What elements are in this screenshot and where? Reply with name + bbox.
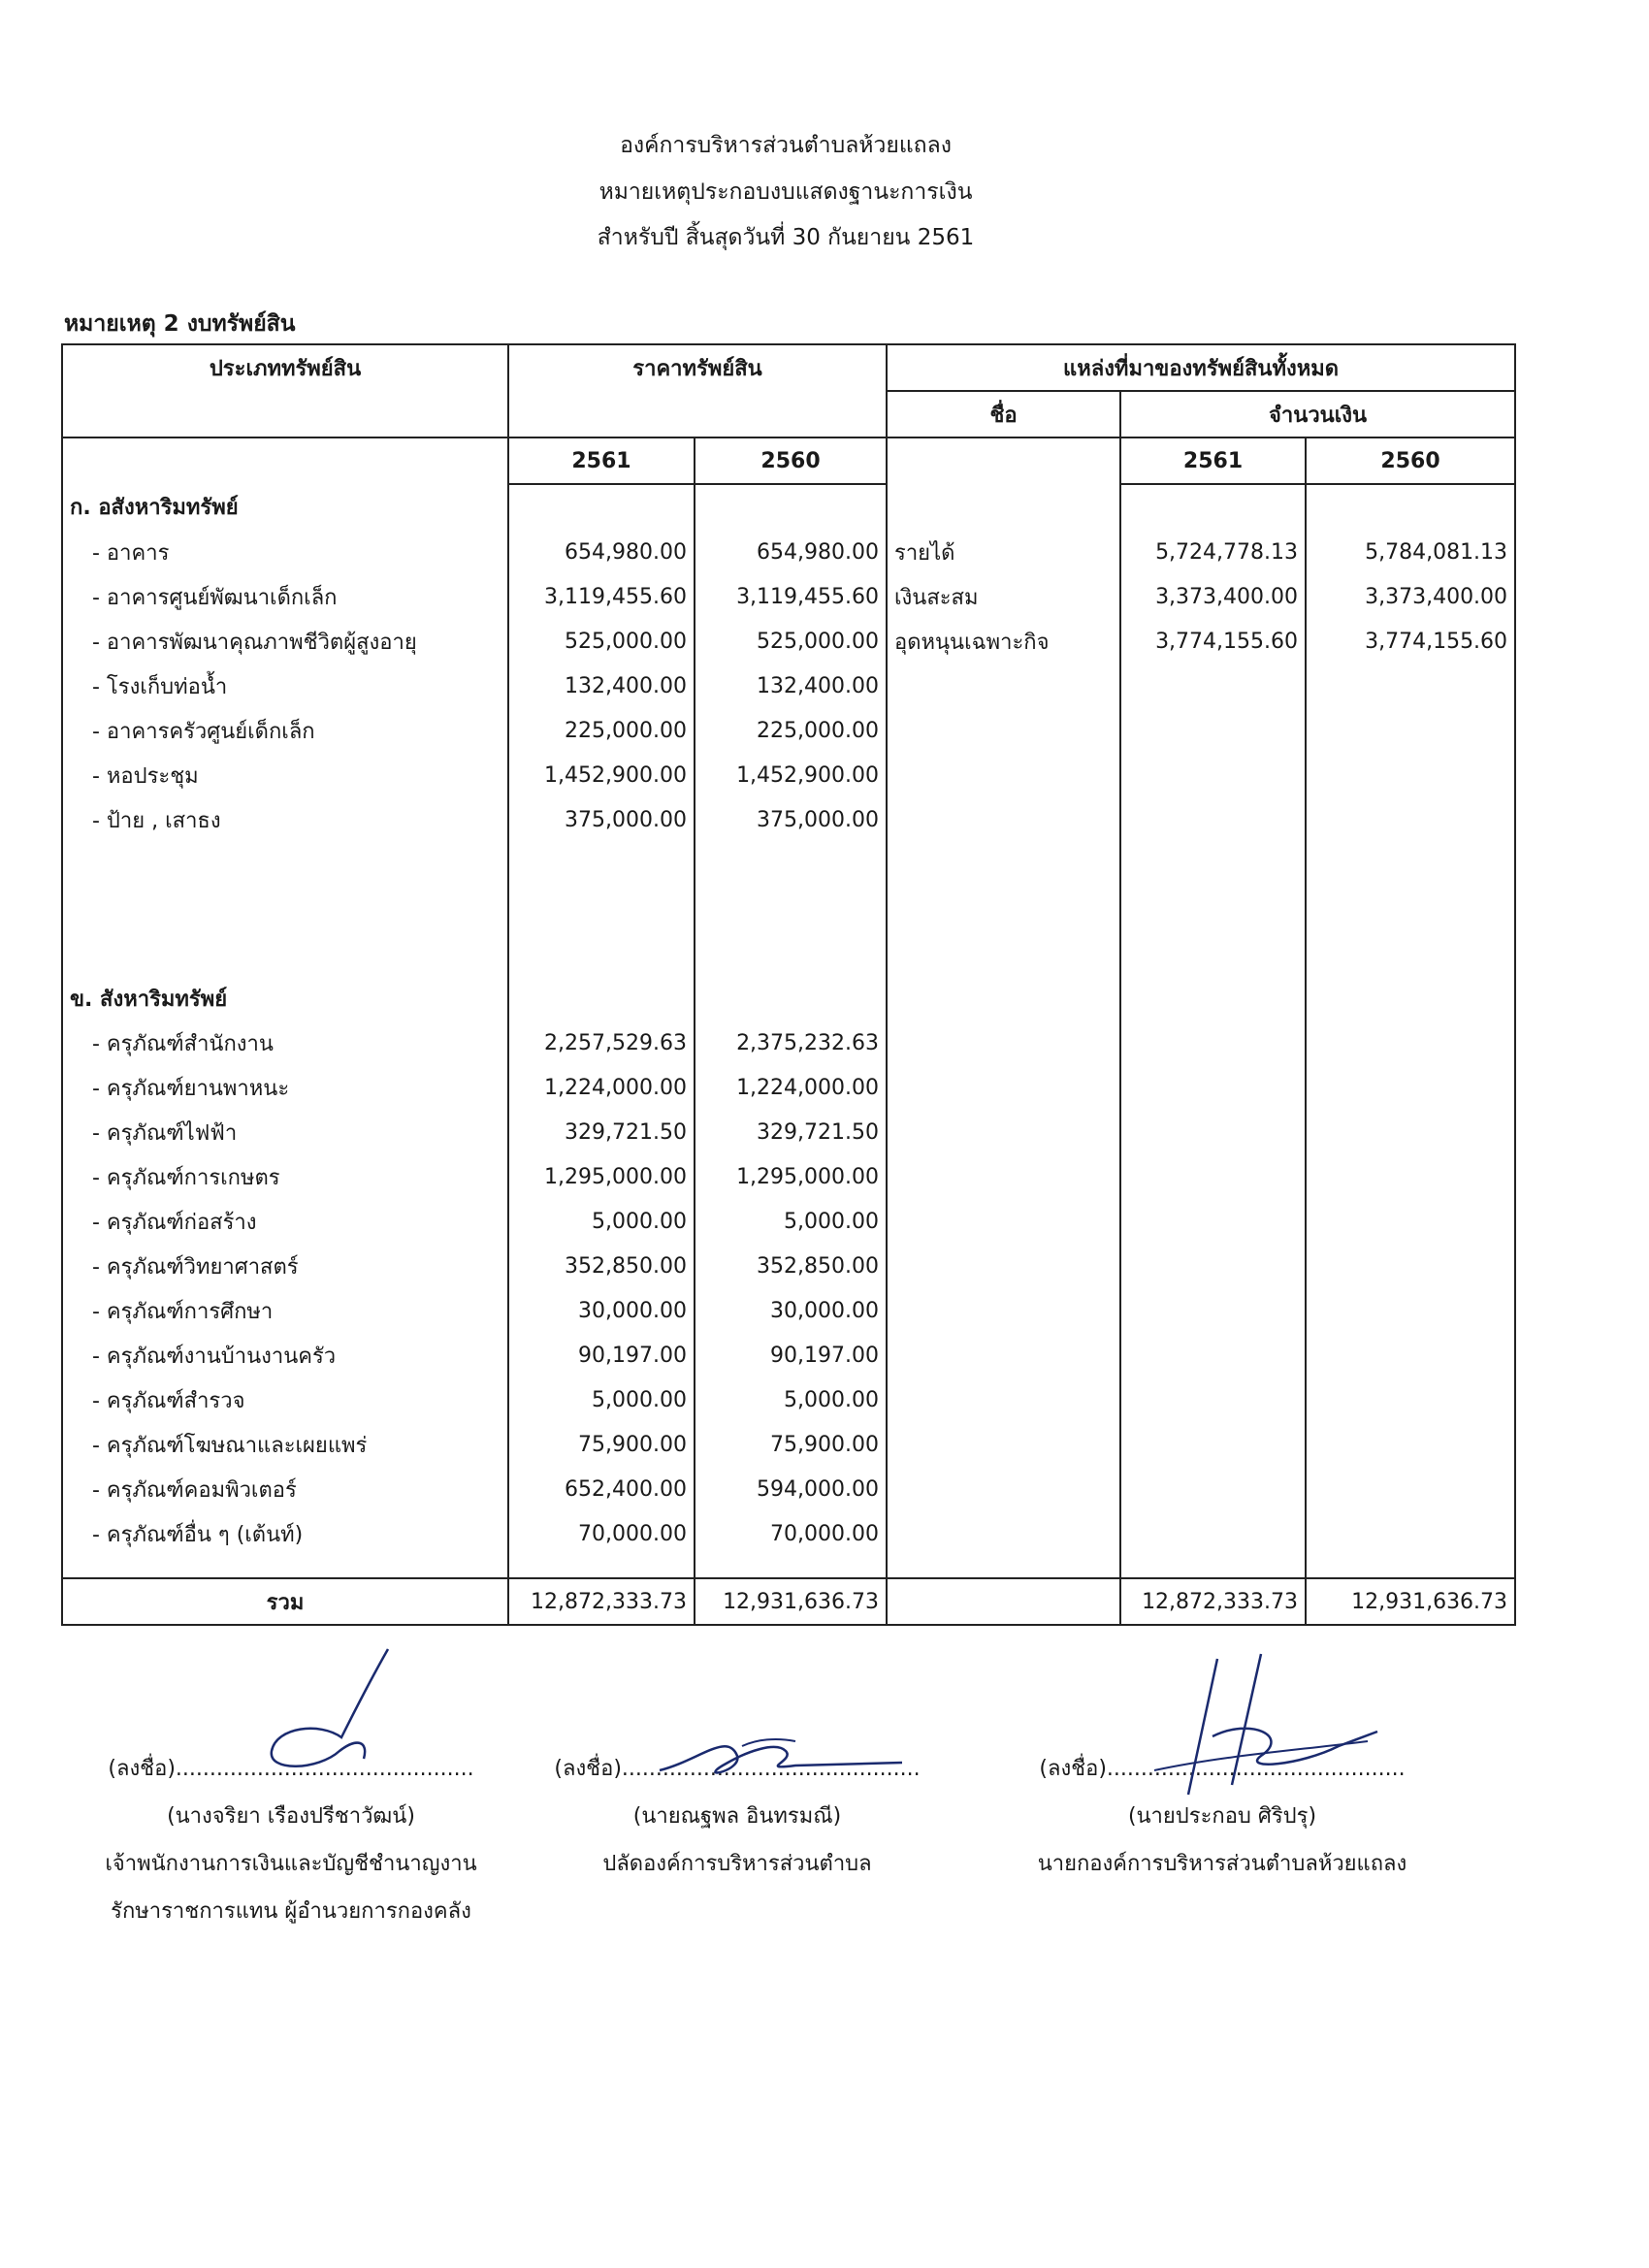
asset-name: - ครุภัณฑ์ยานพาหนะ — [62, 1065, 508, 1110]
value-2561: 90,197.00 — [508, 1333, 695, 1377]
value-2561: 3,119,455.60 — [508, 574, 695, 619]
year-2561-amount: 2561 — [1120, 437, 1306, 484]
value-2561: 1,295,000.00 — [508, 1154, 695, 1199]
source-2560: 3,373,400.00 — [1306, 574, 1515, 619]
table-cell — [887, 1333, 1120, 1377]
value-2560: 225,000.00 — [695, 708, 887, 753]
sign-line: (ลงชื่อ)............................................ — [554, 1757, 921, 1781]
value-2560: 30,000.00 — [695, 1288, 887, 1333]
asset-name: - ครุภัณฑ์วิทยาศาสตร์ — [62, 1244, 508, 1288]
value-2560: 90,197.00 — [695, 1333, 887, 1377]
asset-name: - โรงเก็บท่อน้ำ — [62, 664, 508, 708]
period-line: สำหรับปี สิ้นสุดวันที่ 30 กันยายน 2561 — [597, 225, 975, 250]
table-cell — [1306, 1511, 1515, 1556]
source-name: อุดหนุนเฉพาะกิจ — [887, 619, 1120, 664]
year-2560-amount: 2560 — [1306, 437, 1515, 484]
section-row — [62, 976, 1515, 1021]
signer-name: (นายณฐพล อินทรมณี) — [632, 1804, 842, 1829]
table-cell — [1306, 842, 1515, 976]
table-cell — [887, 1511, 1120, 1556]
table-cell — [508, 842, 695, 976]
source-2561: 3,373,400.00 — [1120, 574, 1306, 619]
table-cell — [887, 1377, 1120, 1422]
section-row — [62, 484, 1515, 530]
source-2561 — [1120, 753, 1306, 797]
table-cell — [1306, 1199, 1515, 1244]
table-cell — [887, 842, 1120, 976]
col-header-price: ราคาทรัพย์สิน — [508, 344, 887, 391]
value-2560: 3,119,455.60 — [695, 574, 887, 619]
table-cell — [887, 1110, 1120, 1154]
value-2561: 1,452,900.00 — [508, 753, 695, 797]
table-cell — [508, 976, 695, 1021]
table-row — [62, 1467, 1515, 1511]
asset-name: - ครุภัณฑ์ก่อสร้าง — [62, 1199, 508, 1244]
value-2561: 654,980.00 — [508, 530, 695, 574]
total-label: รวม — [62, 1578, 508, 1625]
handwritten-signature-2 — [640, 1712, 912, 1799]
table-cell — [1120, 1154, 1306, 1199]
source-2561: 3,774,155.60 — [1120, 619, 1306, 664]
table-cell — [887, 1556, 1120, 1578]
asset-name: - ครุภัณฑ์สำรวจ — [62, 1377, 508, 1422]
table-cell — [1306, 1065, 1515, 1110]
table-cell — [887, 1467, 1120, 1511]
table-row — [62, 1244, 1515, 1288]
value-2560: 75,900.00 — [695, 1422, 887, 1467]
table-row — [62, 530, 1515, 574]
value-2561: 352,850.00 — [508, 1244, 695, 1288]
table-row — [62, 1021, 1515, 1065]
value-2560: 654,980.00 — [695, 530, 887, 574]
table-cell — [1306, 976, 1515, 1021]
asset-name: - ครุภัณฑ์สำนักงาน — [62, 1021, 508, 1065]
asset-name: - ครุภัณฑ์อื่น ๆ (เต้นท์) — [62, 1511, 508, 1556]
col-header-source: แหล่งที่มาของทรัพย์สินทั้งหมด — [887, 344, 1515, 391]
source-2560 — [1306, 708, 1515, 753]
value-2561: 1,224,000.00 — [508, 1065, 695, 1110]
source-name: รายได้ — [887, 530, 1120, 574]
asset-name: - ครุภัณฑ์การเกษตร — [62, 1154, 508, 1199]
table-cell — [887, 1154, 1120, 1199]
table-cell — [695, 484, 887, 530]
source-2561: 5,724,778.13 — [1120, 530, 1306, 574]
table-cell — [1306, 1377, 1515, 1422]
asset-name: - ครุภัณฑ์โฆษณาและเผยแพร่ — [62, 1422, 508, 1467]
value-2560: 1,452,900.00 — [695, 753, 887, 797]
table-row — [62, 1511, 1515, 1556]
total-2561: 12,872,333.73 — [508, 1578, 695, 1625]
value-2560: 375,000.00 — [695, 797, 887, 842]
asset-name: - อาคารครัวศูนย์เด็กเล็ก — [62, 708, 508, 753]
table-cell — [62, 1556, 508, 1578]
value-2560: 329,721.50 — [695, 1110, 887, 1154]
table-cell — [887, 1578, 1120, 1625]
value-2560: 1,295,000.00 — [695, 1154, 887, 1199]
table-cell — [1306, 1110, 1515, 1154]
year-2560-price: 2560 — [695, 437, 887, 484]
table-cell — [1306, 1288, 1515, 1333]
signer-name: (นางจริยา เรืองปรีชาวัฒน์) — [167, 1804, 415, 1829]
table-cell — [1120, 1199, 1306, 1244]
handwritten-signature-1 — [233, 1644, 427, 1790]
table-cell — [1120, 1467, 1306, 1511]
value-2560: 132,400.00 — [695, 664, 887, 708]
table-row — [62, 797, 1515, 842]
value-2561: 5,000.00 — [508, 1377, 695, 1422]
table-row — [62, 753, 1515, 797]
table-cell — [887, 1021, 1120, 1065]
source-2560 — [1306, 664, 1515, 708]
table-cell — [887, 484, 1120, 530]
signer-position: นายกองค์การบริหารส่วนตำบลห้วยแถลง — [1037, 1852, 1407, 1876]
signer-position-2: รักษาราชการแทน ผู้อำนวยการกองคลัง — [111, 1899, 471, 1924]
signer-position: ปลัดองค์การบริหารส่วนตำบล — [602, 1852, 872, 1876]
table-cell — [1120, 1065, 1306, 1110]
table-cell — [508, 1556, 695, 1578]
value-2561: 375,000.00 — [508, 797, 695, 842]
table-cell — [887, 1422, 1120, 1467]
source-name — [887, 753, 1120, 797]
value-2560: 5,000.00 — [695, 1377, 887, 1422]
source-2560 — [1306, 797, 1515, 842]
table-cell — [1306, 484, 1515, 530]
asset-name: - อาคาร — [62, 530, 508, 574]
table-row — [62, 1065, 1515, 1110]
table-cell — [1120, 1244, 1306, 1288]
table-cell — [1306, 1244, 1515, 1288]
value-2561: 75,900.00 — [508, 1422, 695, 1467]
table-cell — [1306, 1333, 1515, 1377]
value-2561: 5,000.00 — [508, 1199, 695, 1244]
table-cell — [1120, 1511, 1306, 1556]
table-cell — [887, 1065, 1120, 1110]
table-cell — [1306, 1556, 1515, 1578]
value-2560: 70,000.00 — [695, 1511, 887, 1556]
table-cell — [1120, 1288, 1306, 1333]
table-row — [62, 619, 1515, 664]
table-cell — [1306, 1467, 1515, 1511]
source-2561 — [1120, 797, 1306, 842]
table-cell — [1120, 1422, 1306, 1467]
asset-name: - อาคารพัฒนาคุณภาพชีวิตผู้สูงอายุ — [62, 619, 508, 664]
value-2560: 594,000.00 — [695, 1467, 887, 1511]
spacer-row — [62, 842, 1515, 976]
value-2561: 329,721.50 — [508, 1110, 695, 1154]
total-2560: 12,931,636.73 — [695, 1578, 887, 1625]
table-cell — [1120, 1377, 1306, 1422]
table-cell — [1306, 1422, 1515, 1467]
table-cell — [1306, 1154, 1515, 1199]
table-cell — [887, 1199, 1120, 1244]
asset-name: - ครุภัณฑ์งานบ้านงานครัว — [62, 1333, 508, 1377]
section-heading: ข. สังหาริมทรัพย์ — [62, 976, 508, 1021]
table-cell — [1120, 976, 1306, 1021]
total-source-2561: 12,872,333.73 — [1120, 1578, 1306, 1625]
org-name: องค์การบริหารส่วนตำบลห้วยแถลง — [620, 133, 952, 158]
sign-line: (ลงชื่อ)............................................ — [1039, 1757, 1406, 1781]
source-name — [887, 708, 1120, 753]
table-row — [62, 574, 1515, 619]
asset-table — [61, 343, 1516, 1626]
value-2561: 652,400.00 — [508, 1467, 695, 1511]
asset-name: - ครุภัณฑ์การศึกษา — [62, 1288, 508, 1333]
table-row — [62, 1377, 1515, 1422]
year-2561-price: 2561 — [508, 437, 695, 484]
table-row — [62, 664, 1515, 708]
table-cell — [1120, 1021, 1306, 1065]
table-cell — [1306, 1021, 1515, 1065]
section-heading: ก. อสังหาริมทรัพย์ — [62, 484, 508, 530]
table-row — [62, 1288, 1515, 1333]
value-2560: 5,000.00 — [695, 1199, 887, 1244]
source-name — [887, 797, 1120, 842]
spacer-row — [62, 1556, 1515, 1578]
value-2560: 2,375,232.63 — [695, 1021, 887, 1065]
table-row — [62, 1333, 1515, 1377]
note-title: หมายเหตุ 2 งบทรัพย์สิน — [64, 311, 296, 337]
source-name — [887, 664, 1120, 708]
handwritten-signature-3 — [1145, 1649, 1397, 1814]
table-cell — [1120, 1333, 1306, 1377]
table-cell — [887, 976, 1120, 1021]
table-cell — [887, 1244, 1120, 1288]
total-source-2560: 12,931,636.73 — [1306, 1578, 1515, 1625]
table-cell — [508, 484, 695, 530]
value-2560: 352,850.00 — [695, 1244, 887, 1288]
signer-name: (นายประกอบ ศิริปรุ) — [1127, 1804, 1317, 1829]
document-title: หมายเหตุประกอบงบแสดงฐานะการเงิน — [598, 179, 973, 205]
value-2561: 30,000.00 — [508, 1288, 695, 1333]
sign-line: (ลงชื่อ)............................................ — [108, 1757, 474, 1781]
source-2561 — [1120, 708, 1306, 753]
source-2560: 5,784,081.13 — [1306, 530, 1515, 574]
table-cell — [695, 842, 887, 976]
table-cell — [1120, 1110, 1306, 1154]
table-row — [62, 1199, 1515, 1244]
total-row — [62, 1578, 1515, 1625]
source-name: เงินสะสม — [887, 574, 1120, 619]
source-2560: 3,774,155.60 — [1306, 619, 1515, 664]
table-row — [62, 1110, 1515, 1154]
table-row — [62, 708, 1515, 753]
source-2560 — [1306, 753, 1515, 797]
value-2561: 70,000.00 — [508, 1511, 695, 1556]
table-cell — [887, 1288, 1120, 1333]
table-cell — [1120, 842, 1306, 976]
asset-name: - ครุภัณฑ์คอมพิวเตอร์ — [62, 1467, 508, 1511]
source-2561 — [1120, 664, 1306, 708]
table-row — [62, 1154, 1515, 1199]
col-header-type: ประเภททรัพย์สิน — [62, 344, 508, 391]
asset-name: - อาคารศูนย์พัฒนาเด็กเล็ก — [62, 574, 508, 619]
value-2560: 1,224,000.00 — [695, 1065, 887, 1110]
signer-position: เจ้าพนักงานการเงินและบัญชีชำนาญงาน — [105, 1852, 477, 1876]
value-2561: 132,400.00 — [508, 664, 695, 708]
value-2560: 525,000.00 — [695, 619, 887, 664]
table-cell — [695, 1556, 887, 1578]
table-cell — [695, 976, 887, 1021]
asset-name: - หอประชุม — [62, 753, 508, 797]
asset-name: - ป้าย , เสาธง — [62, 797, 508, 842]
col-header-amount: จำนวนเงิน — [1120, 391, 1515, 437]
table-row — [62, 1422, 1515, 1467]
table-cell — [62, 842, 508, 976]
value-2561: 525,000.00 — [508, 619, 695, 664]
value-2561: 2,257,529.63 — [508, 1021, 695, 1065]
table-cell — [1120, 1556, 1306, 1578]
table-cell — [1120, 484, 1306, 530]
value-2561: 225,000.00 — [508, 708, 695, 753]
col-header-name: ชื่อ — [887, 391, 1120, 437]
asset-name: - ครุภัณฑ์ไฟฟ้า — [62, 1110, 508, 1154]
